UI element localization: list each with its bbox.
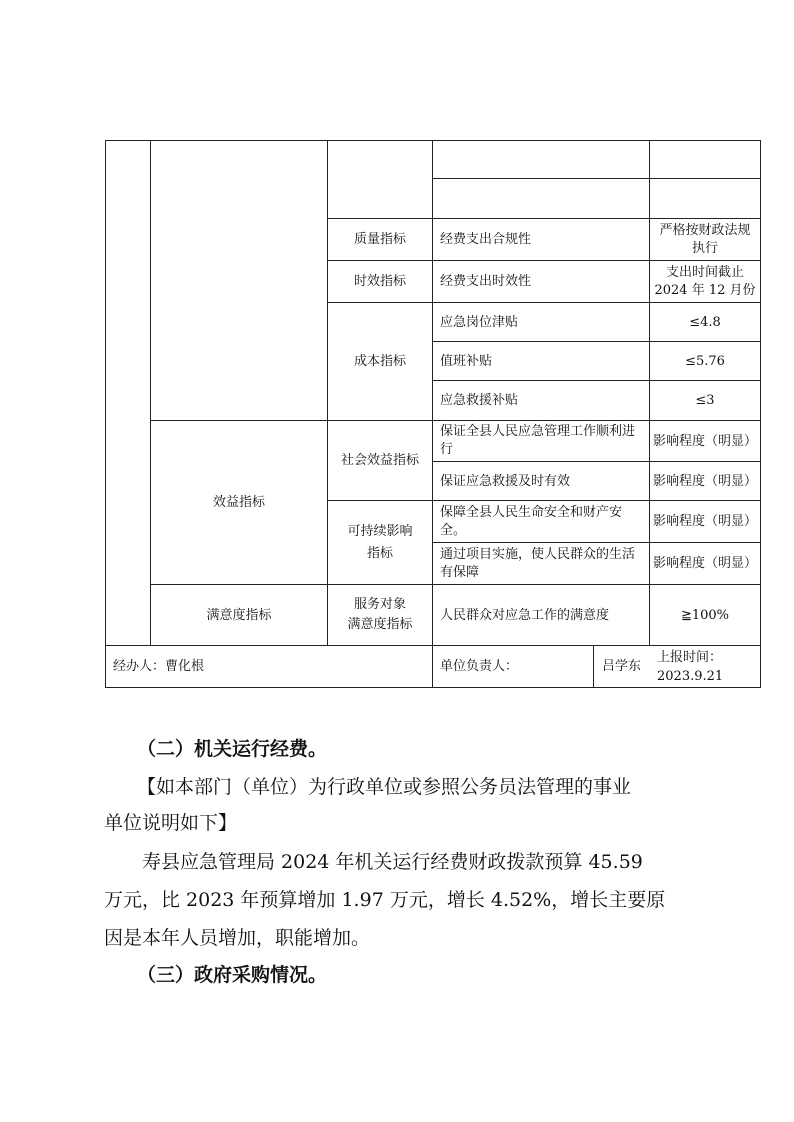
body-line-1: 寿县应急管理局 2024 年机关运行经费财政拨款预算 45.59 — [142, 851, 643, 873]
cost-value: ≤5.76 — [685, 353, 725, 369]
satisfaction-sub-label: 服务对象 满意度指标 — [347, 597, 413, 632]
social-indicator-label: 社会效益指标 — [340, 453, 419, 468]
section-heading-3: （三）政府采购情况。 — [137, 964, 328, 986]
sustain-indicator-label: 可持续影响 指标 — [347, 523, 413, 561]
report-time: 上报时间： 2023.9.21 — [657, 649, 724, 684]
satisfaction-item: 人民群众对应急工作的满意度 — [440, 607, 610, 623]
handler: 经办人：曹化根 — [113, 659, 205, 674]
cost-value: ≤4.8 — [689, 314, 721, 330]
social-item: 保证全县人民应急管理工作顺利进 行 — [440, 424, 636, 457]
cost-item: 值班补贴 — [440, 353, 493, 369]
benefit-indicator-label: 效益指标 — [212, 495, 265, 510]
quality-item: 经费支出合规性 — [440, 232, 532, 247]
cost-value: ≤3 — [695, 393, 715, 408]
sustain-item: 保障全县人民生命安全和财产安 全。 — [440, 504, 623, 538]
cost-indicator-label: 成本指标 — [353, 354, 406, 369]
timeliness-indicator-label: 时效指标 — [353, 274, 406, 289]
satisfaction-indicator-label: 满意度指标 — [206, 607, 272, 623]
quality-value: 严格按财政法规 执行 — [659, 222, 751, 256]
body-line-2: 万元，比 2023 年预算增加 1.97 万元，增长 4.52%，增长主要原 — [104, 889, 666, 911]
social-value: 影响程度（明显） — [652, 433, 757, 449]
note-line-2: 单位说明如下】 — [104, 812, 238, 834]
unit-head-name: 吕学东 — [601, 659, 641, 674]
unit-head-label: 单位负责人： — [440, 659, 519, 674]
sustain-item: 通过项目实施，使人民群众的生活 有保障 — [440, 546, 636, 580]
cost-item: 应急救援补贴 — [440, 393, 519, 408]
performance-table — [105, 140, 761, 688]
quality-indicator-label: 质量指标 — [353, 232, 406, 247]
timeliness-item: 经费支出时效性 — [440, 274, 532, 289]
social-value: 影响程度（明显） — [652, 473, 757, 489]
sustain-value: 影响程度（明显） — [652, 556, 757, 571]
section-heading-2: （二）机关运行经费。 — [137, 738, 328, 760]
cost-item: 应急岗位津贴 — [440, 314, 519, 330]
timeliness-value: 支出时间截止 2024 年 12 月份 — [654, 264, 756, 298]
satisfaction-value: ≧100% — [680, 607, 730, 623]
note-line-1: 【如本部门（单位）为行政单位或参照公务员法管理的事业 — [137, 776, 632, 798]
body-line-3: 因是本年人员增加，职能增加。 — [104, 927, 371, 949]
social-item: 保证应急救援及时有效 — [440, 473, 571, 489]
sustain-value: 影响程度（明显） — [652, 514, 757, 529]
